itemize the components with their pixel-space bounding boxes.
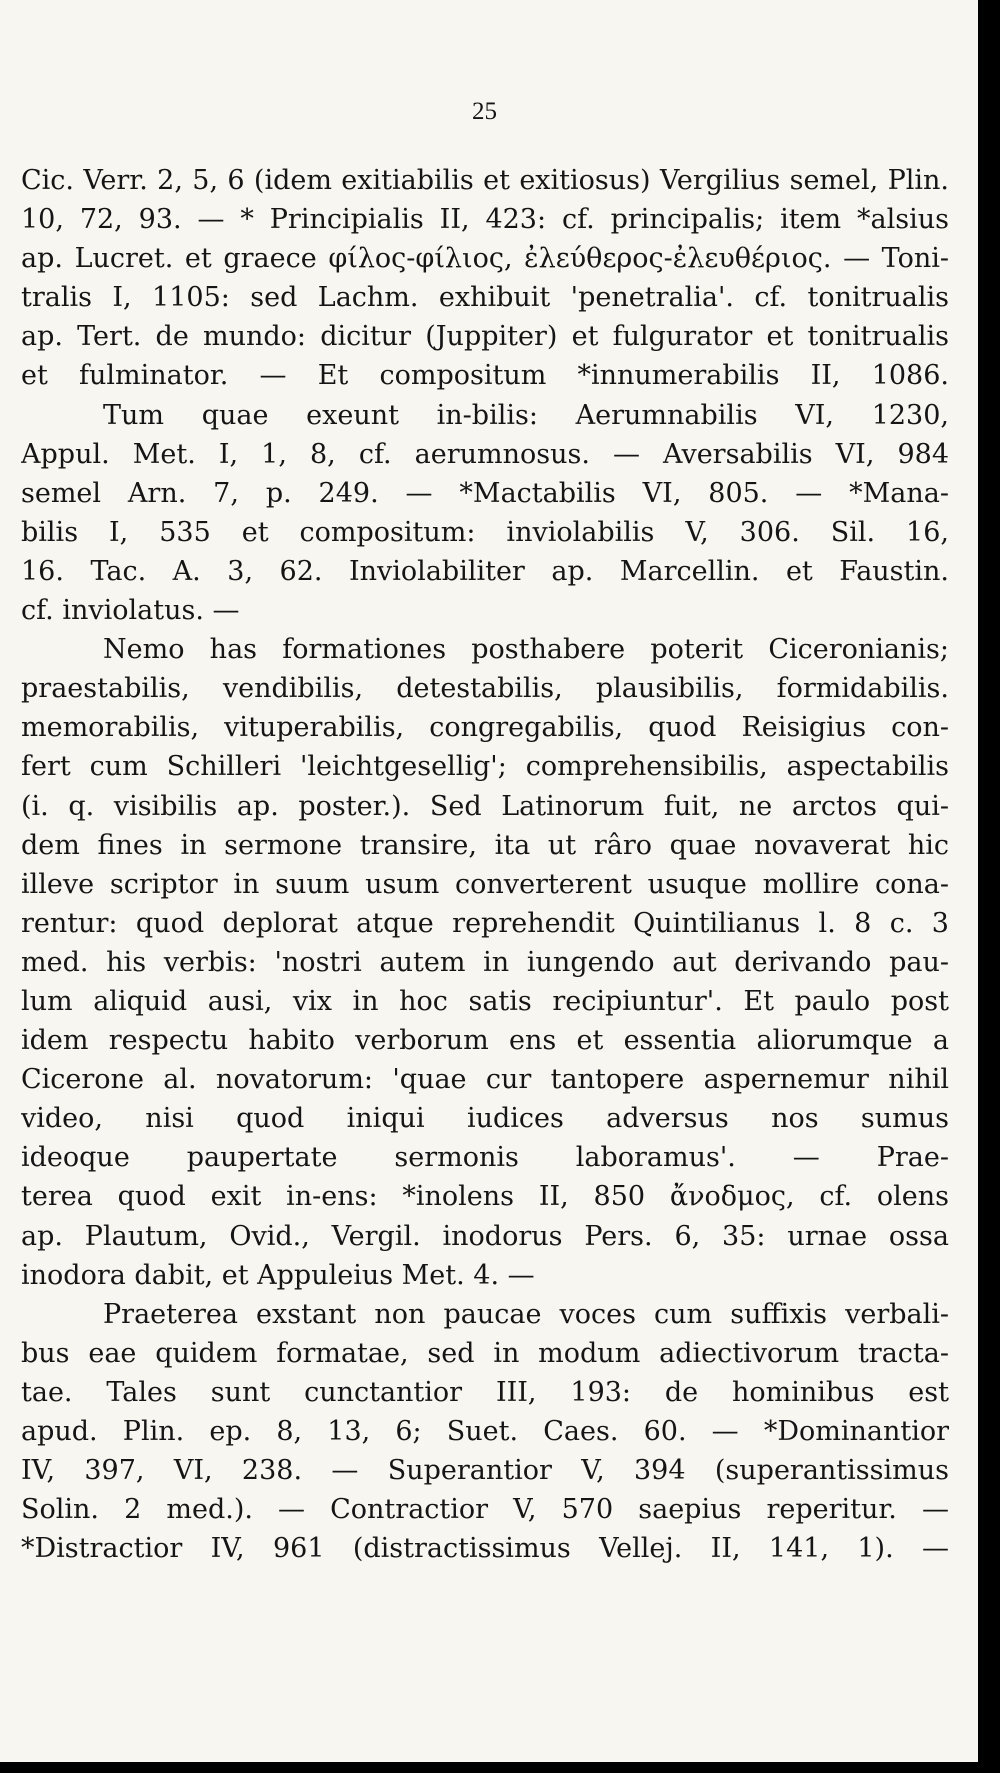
text-line: ap. Tert. de mundo: dicitur (Juppiter) et fulgurator et tonitrualis xyxy=(21,321,949,353)
text-line: Nemo has formationes posthabere poterit Ciceronianis; xyxy=(103,634,949,666)
text-line: Cicerone al. novatorum: 'quae cur tantopere aspernemur nihil xyxy=(21,1064,949,1096)
text-line: praestabilis, vendibilis, detestabilis, plausibilis, formidabilis. xyxy=(21,673,949,705)
text-line: Cic. Verr. 2, 5, 6 (idem exitiabilis et exitiosus) Vergilius semel, Plin. xyxy=(21,165,949,196)
text-line: 16. Tac. A. 3, 62. Inviolabiliter ap. Marcellin. et Faustin. xyxy=(21,555,949,587)
text-line: 10, 72, 93. — * Principialis II, 423: cf. principalis; item *alsius xyxy=(21,204,949,236)
text-line: inodora dabit, et Appuleius Met. 4. — xyxy=(21,1259,535,1291)
text-line: apud. Plin. ep. 8, 13, 6; Suet. Caes. 60. — *Dominantior xyxy=(21,1416,949,1447)
text-line: cf. inviolatus. — xyxy=(21,595,240,627)
body-text xyxy=(21,161,949,1568)
page-number: 25 xyxy=(472,98,497,125)
text-line: lum aliquid ausi, vix in hoc satis recipiuntur'. Et paulo post xyxy=(21,985,949,1017)
text-line: tralis I, 1105: sed Lachm. exhibuit 'penetralia'. cf. tonitrualis xyxy=(21,282,949,314)
text-line: Appul. Met. I, 1, 8, cf. aerumnosus. — Aversabilis VI, 984 xyxy=(21,438,949,470)
text-line: bilis I, 535 et compositum: inviolabilis V, 306. Sil. 16, xyxy=(21,516,949,548)
text-line: ap. Plautum, Ovid., Vergil. inodorus Pers. 6, 35: urnae ossa xyxy=(21,1220,949,1252)
text-line: Solin. 2 med.). — Contractior V, 570 saepius reperitur. — xyxy=(21,1494,949,1526)
text-line: bus eae quidem formatae, sed in modum adiectivorum tracta- xyxy=(21,1337,949,1369)
text-line: ideoque paupertate sermonis laboramus'. — Prae- xyxy=(21,1142,949,1174)
text-line: (i. q. visibilis ap. poster.). Sed Latinorum fuit, ne arctos qui- xyxy=(21,790,949,822)
text-line: tae. Tales sunt cunctantior III, 193: de hominibus est xyxy=(21,1376,949,1408)
text-line: video, nisi quod iniqui iudices adversus nos sumus xyxy=(21,1103,949,1135)
text-line: IV, 397, VI, 238. — Superantior V, 394 (superantissimus xyxy=(21,1455,949,1487)
text-line: Tum quae exeunt in-bilis: Aerumnabilis VI, 1230, xyxy=(103,399,949,431)
text-line: idem respectu habito verborum ens et essentia aliorumque a xyxy=(21,1025,949,1057)
text-line: rentur: quod deplorat atque reprehendit Quintilianus l. 8 c. 3 xyxy=(21,907,949,939)
text-line: Praeterea exstant non paucae voces cum suffixis verbali- xyxy=(103,1298,949,1330)
text-line: et fulminator. — Et compositum *innumerabilis II, 1086. xyxy=(21,360,949,392)
text-line: dem fines in sermone transire, ita ut râro quae novaverat hic xyxy=(21,829,949,861)
text-line: *Distractior IV, 961 (distractissimus Vellej. II, 141, 1). — xyxy=(21,1533,949,1565)
text-line: ap. Lucret. et graece φίλος-φίλιος, ἐλεύθερος-ἐλευθέριος. — Toni- xyxy=(21,243,949,275)
text-line: memorabilis, vituperabilis, congregabilis, quod Reisigius con- xyxy=(21,712,949,744)
text-line: med. his verbis: 'nostri autem in iungendo aut derivando pau- xyxy=(21,946,949,978)
text-line: fert cum Schilleri 'leichtgesellig'; comprehensibilis, aspectabilis xyxy=(21,751,949,783)
text-line: semel Arn. 7, p. 249. — *Mactabilis VI, 805. — *Mana- xyxy=(21,477,949,509)
text-line: illeve scriptor in suum usum converterent usuque mollire cona- xyxy=(21,868,949,900)
text-line: terea quod exit in-ens: *inolens II, 850 ἄνοδμος, cf. olens xyxy=(21,1181,949,1213)
